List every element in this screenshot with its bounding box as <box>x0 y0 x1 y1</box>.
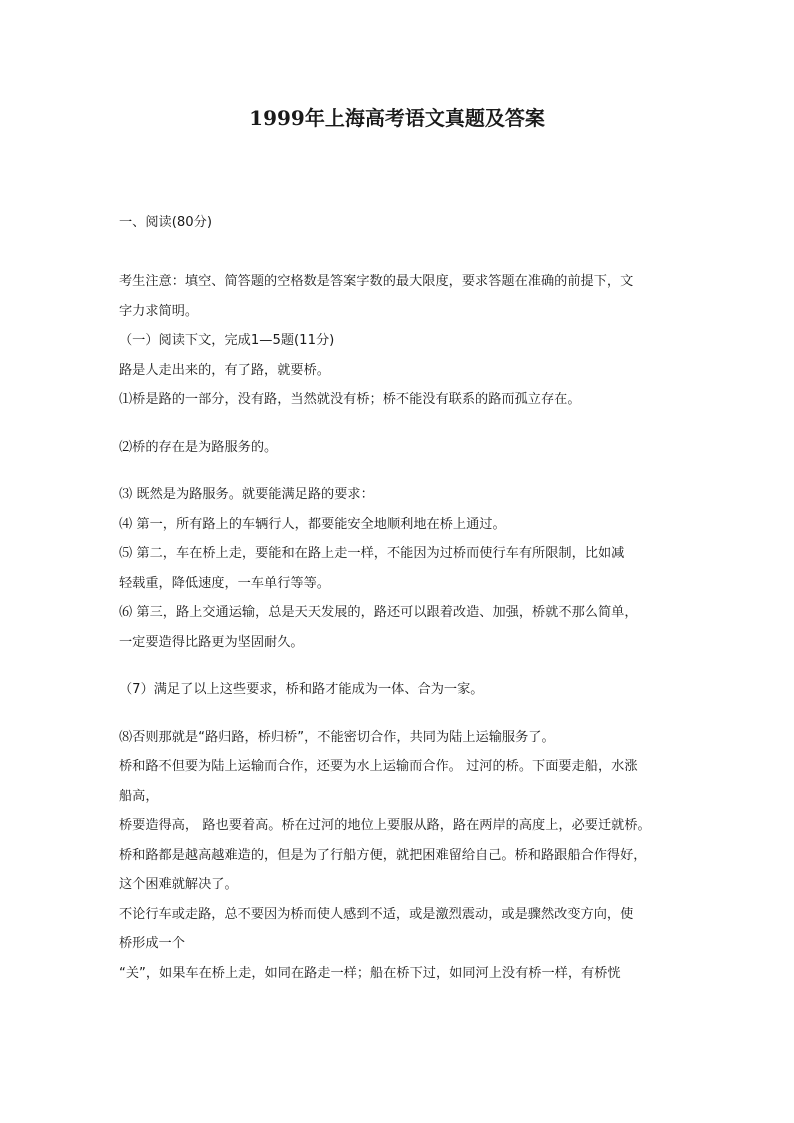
paragraph-line: 这个困难就解决了。 <box>119 877 238 892</box>
paragraph-line: （7）满足了以上这些要求，桥和路才能成为一体、合为一家。 <box>119 682 484 697</box>
part-heading: （一）阅读下文，完成1—5题(11分) <box>119 333 335 348</box>
spacer <box>119 705 691 723</box>
paragraph-line: 桥和路不但要为陆上运输而合作，还要为水上运输而合作。 过河的桥。下面要走船，水涨 <box>119 759 638 774</box>
paragraph-line: ⑸ 第二，车在桥上走，要能和在路上走一样，不能因为过桥而使行车有所限制，比如减 <box>119 546 625 561</box>
spacer <box>119 415 691 433</box>
paragraph-line: ⑻否则那就是“路归路，桥归桥”，不能密切合作，共同为陆上运输服务了。 <box>119 729 555 745</box>
spacer <box>119 238 691 268</box>
section-heading: 一、阅读(80分) <box>119 215 213 230</box>
paragraph-line: 桥形成一个 <box>119 936 185 951</box>
page-title: 1999年上海高考语文真题及答案 <box>249 106 545 130</box>
paragraph-line: ⑹ 第三，路上交通运输，总是天天发展的，路还可以跟着改造、加强，桥就不那么简单， <box>119 605 638 620</box>
paragraph-line: ⑷ 第一，所有路上的车辆行人，都要能安全地顺利地在桥上通过。 <box>119 516 506 532</box>
paragraph-line: 桥和路都是越高越难造的，但是为了行船方便，就把困难留给自己。桥和路跟船合作得好， <box>119 847 647 863</box>
notice-line: 字力求简明。 <box>119 303 199 319</box>
paragraph-line: ⑴桥是路的一部分，没有路，当然就没有桥；桥不能没有联系的路而孤立存在。 <box>119 392 581 407</box>
paragraph-line: 轻载重，降低速度，一车单行等等。 <box>119 575 330 591</box>
notice-line: 考生注意：填空、简答题的空格数是答案字数的最大限度，要求答题在准确的前提下，文 <box>119 274 634 289</box>
paragraph-line: 一定要造得比路更为坚固耐久。 <box>119 634 304 650</box>
paragraph-line: “关”，如果车在桥上走，如同在路走一样；船在桥下过，如同河上没有桥一样，有桥恍 <box>119 965 621 981</box>
paragraph-line: 桥要造得高， 路也要着高。桥在过河的地位上要服从路，路在两岸的高度上，必要迁就桥。 <box>119 818 651 833</box>
paragraph-line: ⑶ 既然是为路服务。就要能满足路的要求： <box>119 487 374 502</box>
paragraph-line: 路是人走出来的，有了路，就要桥。 <box>119 362 330 378</box>
paragraph-line: 船高， <box>119 788 159 804</box>
paragraph-line: 不论行车或走路，总不要因为桥而使人感到不适，或是激烈震动，或是骤然改变方向，使 <box>119 906 634 922</box>
spacer <box>119 462 691 480</box>
paragraph-line: ⑵桥的存在是为路服务的。 <box>119 439 278 455</box>
spacer <box>119 657 691 675</box>
document-body <box>119 208 691 988</box>
